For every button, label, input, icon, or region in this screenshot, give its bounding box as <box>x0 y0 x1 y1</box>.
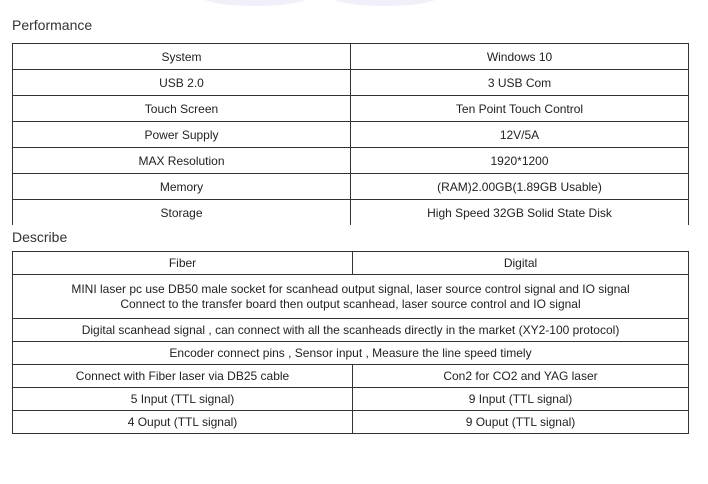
header-fiber: Fiber <box>13 252 353 275</box>
table-row <box>13 96 689 122</box>
spec-label: USB 2.0 <box>13 70 351 96</box>
table-row <box>13 319 689 342</box>
merged-cell: Encoder connect pins , Sensor input , Measure the line speed timely <box>13 342 689 365</box>
spec-value: 3 USB Com <box>351 70 689 96</box>
describe-table <box>12 251 689 434</box>
spec-label: Touch Screen <box>13 96 351 122</box>
table-row <box>13 70 689 96</box>
fiber-cell: 5 Input (TTL signal) <box>13 388 353 411</box>
decorative-blob-left <box>200 0 310 6</box>
digital-cell: 9 Input (TTL signal) <box>353 388 689 411</box>
spec-value: 1920*1200 <box>351 148 689 174</box>
spec-value: (RAM)2.00GB(1.89GB Usable) <box>351 174 689 200</box>
spec-label: Power Supply <box>13 122 351 148</box>
spec-label: MAX Resolution <box>13 148 351 174</box>
table-row <box>13 148 689 174</box>
table-row <box>13 200 689 226</box>
cell-line: MINI laser pc use DB50 male socket for scanhead output signal, laser source control signal and IO signal <box>71 281 630 296</box>
table-row <box>13 122 689 148</box>
describe-title: Describe <box>12 229 68 245</box>
table-row <box>13 388 689 411</box>
table-row <box>13 365 689 388</box>
fiber-cell: 4 Ouput (TTL signal) <box>13 411 353 434</box>
spec-label: System <box>13 44 351 70</box>
table-row <box>13 44 689 70</box>
table-row <box>13 342 689 365</box>
spec-value: 12V/5A <box>351 122 689 148</box>
digital-cell: Con2 for CO2 and YAG laser <box>353 365 689 388</box>
merged-cell <box>13 275 689 319</box>
performance-table <box>12 43 689 225</box>
cell-line: Connect to the transfer board then output scanhead, laser source control and IO signal <box>120 296 581 311</box>
table-row <box>13 275 689 319</box>
table-row <box>13 411 689 434</box>
spec-label: Memory <box>13 174 351 200</box>
table-header-row <box>13 252 689 275</box>
digital-cell: 9 Ouput (TTL signal) <box>353 411 689 434</box>
merged-cell: Digital scanhead signal , can connect with all the scanheads directly in the market (XY2-100 protocol) <box>13 319 689 342</box>
table-row <box>13 174 689 200</box>
performance-title: Performance <box>12 17 93 33</box>
spec-value: High Speed 32GB Solid State Disk <box>351 200 689 226</box>
fiber-cell: Connect with Fiber laser via DB25 cable <box>13 365 353 388</box>
decorative-blob-right <box>330 0 440 6</box>
header-digital: Digital <box>353 252 689 275</box>
spec-value: Ten Point Touch Control <box>351 96 689 122</box>
spec-label: Storage <box>13 200 351 226</box>
spec-value: Windows 10 <box>351 44 689 70</box>
